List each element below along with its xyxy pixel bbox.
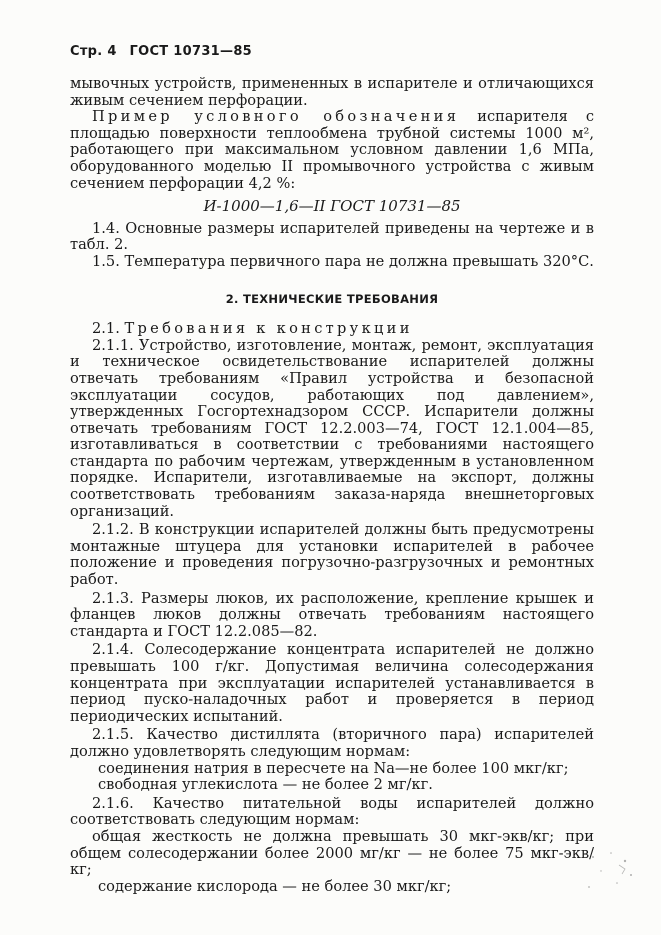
subsection-heading bbox=[70, 321, 594, 338]
example-lead-phrase: Пример условного обозначения bbox=[92, 108, 460, 126]
example-paragraph bbox=[70, 109, 594, 192]
norm-item-carbon-dioxide: свободная углекислота — не более 2 мг/кг. bbox=[98, 776, 433, 794]
paragraph-2-1-2: 2.1.2. В конструкции испарителей должны быть предусмотрены монтажные штуцера для установки испарителей в рабочее положение и проведения погрузочно-разгрузочных и ремонтных работ. bbox=[70, 521, 594, 589]
subsection-number: 2.1. bbox=[92, 320, 120, 338]
paragraph-2-1-4: 2.1.4. Солесодержание концентрата испарителей не должно превышать 100 г/кг. Допустимая величина солесодержания концентрата при эксплуатации испарителей устанавливается в период пуско-наладочных работ и проверяется в период периодических испытаний. bbox=[70, 641, 594, 725]
paragraph-2-1-3: 2.1.3. Размеры люков, их расположение, крепление крышек и фланцев люков должны отвечать требованиям настоящего стандарта и ГОСТ 12.2.085—82. bbox=[70, 589, 594, 640]
section-title: 2. ТЕХНИЧЕСКИЕ ТРЕБОВАНИЯ bbox=[225, 291, 439, 306]
paragraph-2-1-1: 2.1.1. Устройство, изготовление, монтаж, ремонт, эксплуатация и техническое освидетельствование испарителей должны отвечать требованиям «Правил устройства и безопасной эксплуатации сосудов, работающих под давлением», утвержденных Госгортехнадзором СССР. Испарители должны отвечать требованиям ГОСТ 12.2.003—74, ГОСТ 12.1.004—85, изготавливаться в соответствии с требованиями настоящего стандарта по рабочим чертежам, утвержденным в установленном порядке. Испарители, изготавливаемые на экспорт, должны соответствовать требованиям заказа-наряда внешнеторговых организаций. bbox=[70, 336, 594, 520]
standard-number: ГОСТ 10731—85 bbox=[129, 44, 253, 59]
norm-item-sodium: соединения натрия в пересчете на Na—не более 100 мкг/кг; bbox=[98, 759, 569, 777]
paragraph-2-1-5: 2.1.5. Качество дистиллята (вторичного пара) испарителей должно удовлетворять следующим нормам: bbox=[70, 726, 594, 760]
paragraph-1-5: 1.5. Температура первичного пара не должна превышать 320°С. bbox=[92, 252, 594, 270]
subsection-title: Требования к конструкции bbox=[124, 320, 413, 338]
paragraph-1-4: 1.4. Основные размеры испарителей приведены на чертеже и в табл. 2. bbox=[70, 219, 594, 254]
page-body bbox=[70, 76, 594, 895]
continued-paragraph: мывочных устройств, примененных в испарителе и отличающихся живым сечением перфорации. bbox=[70, 75, 594, 109]
example-text: испарителя с площадью поверхности теплообмена трубной системы 1000 м², работающего при максимальном условном давлении 1,6 МПа, оборудованного моделью II промывочного устройства с живым сечением перфорации 4,2 %: bbox=[70, 108, 594, 192]
scan-noise-mark bbox=[581, 847, 641, 897]
norm-item-hardness: общая жесткость не должна превышать 30 мкг-экв/кг; при общем солесодержании более 2000 мг/кг — не более 75 мкг-экв/кг; bbox=[70, 827, 594, 879]
designation-example: И-1000—1,6—II ГОСТ 10731—85 bbox=[203, 197, 461, 216]
page-header bbox=[70, 44, 260, 59]
norm-item-oxygen: содержание кислорода — не более 30 мкг/кг; bbox=[98, 877, 452, 895]
page-number-label: Стр. 4 bbox=[70, 44, 117, 59]
paragraph-2-1-6: 2.1.6. Качество питательной воды испарителей должно соответствовать следующим нормам: bbox=[70, 794, 594, 829]
